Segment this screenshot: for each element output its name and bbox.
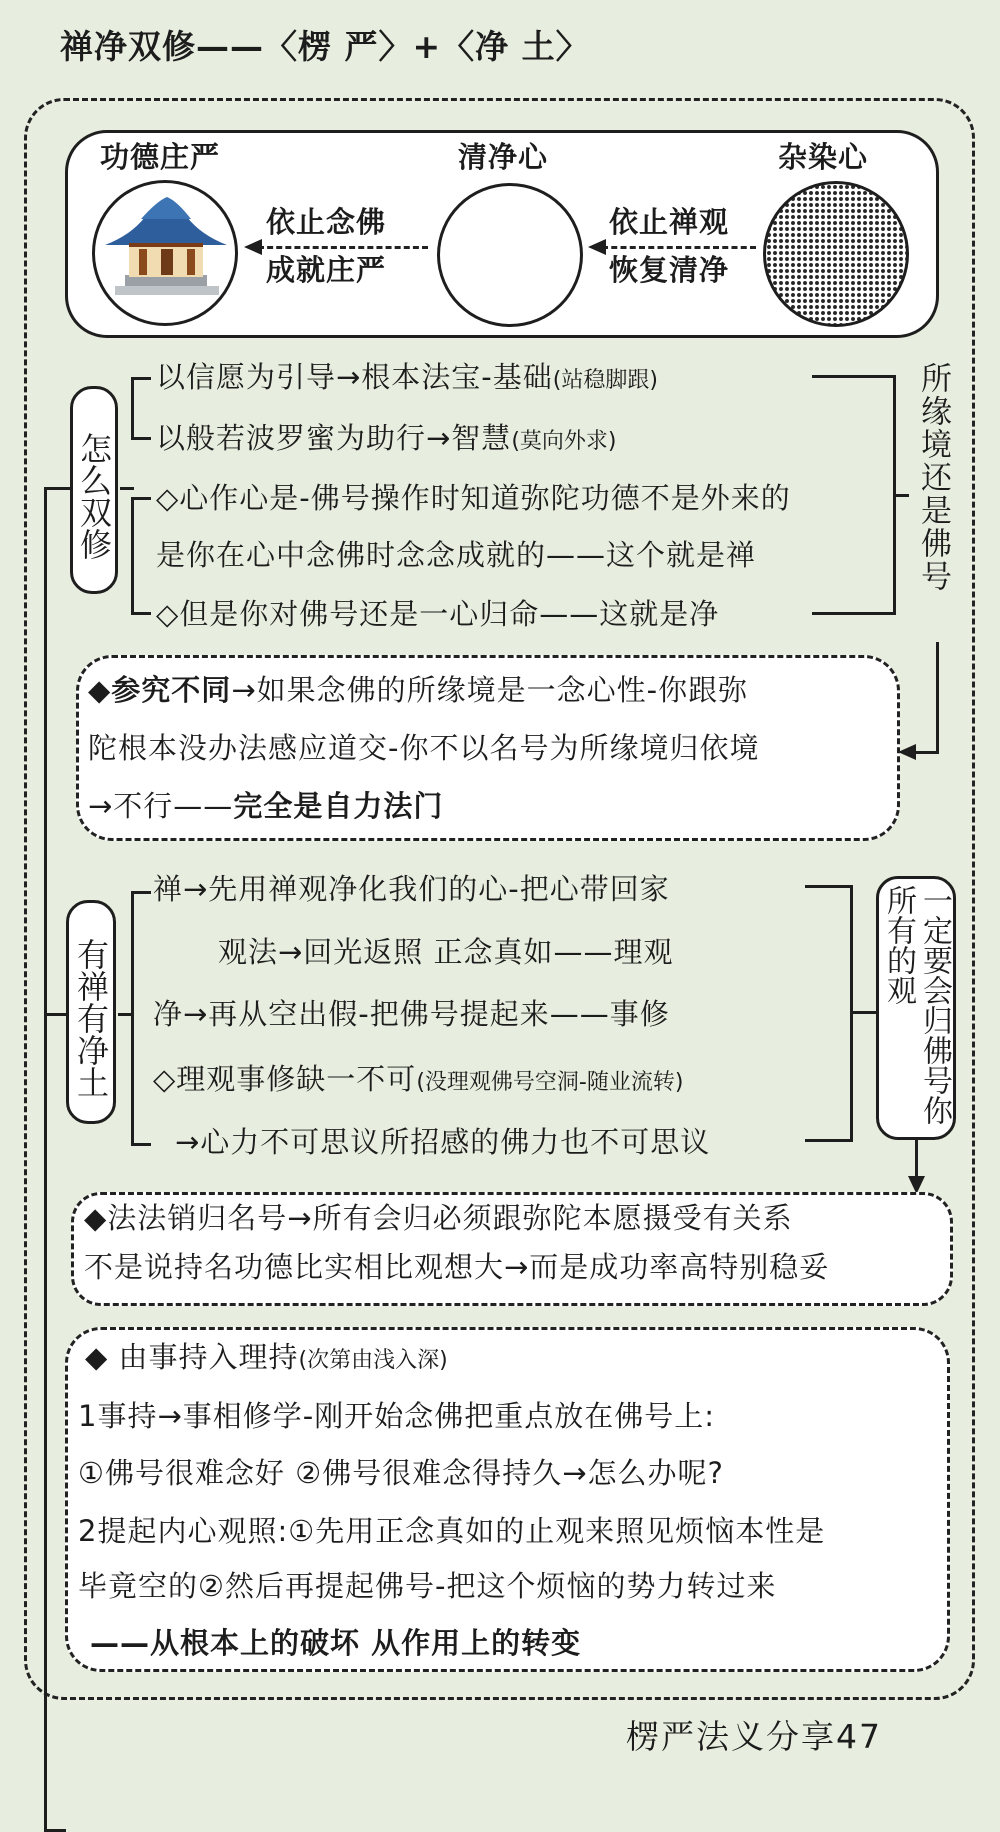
box3-line-3: 2提起内心观照:①先用正念真如的止观来照见烦恼本性是 xyxy=(78,1514,826,1548)
arrow-left-text-2: 成就庄严 xyxy=(266,253,387,287)
s2-side-note-col2: 你所有的观 xyxy=(881,885,952,1125)
arrowhead-left-icon-3 xyxy=(898,743,916,761)
section2-label: 有禅有净土 xyxy=(72,938,110,1098)
s1-item-2 xyxy=(156,421,616,459)
label-merit-adornment: 功德庄严 xyxy=(100,140,221,174)
defiled-mind-circle xyxy=(763,181,909,327)
pure-mind-circle xyxy=(437,183,583,327)
box3-heading xyxy=(85,1340,448,1378)
s1-item-2-main: 以般若波罗蜜为助行→智慧 xyxy=(156,421,512,455)
section2-bracket-join xyxy=(118,1013,134,1016)
footer-caption: 楞严法义分享47 xyxy=(626,1717,882,1756)
s1-item-4: 是你在心中念佛时念念成就的——这个就是禅 xyxy=(156,538,757,572)
arrow-right-text-1: 依止禅观 xyxy=(609,205,730,239)
box1-line-3-bold: 完全是自力法门 xyxy=(233,789,444,823)
s2-right-bracket-join xyxy=(850,1011,878,1014)
s2-right-bracket-top xyxy=(805,885,853,888)
s2-item-4-note: (没理观佛号空洞-随业流转) xyxy=(416,1070,684,1095)
arrowhead-left-icon-2 xyxy=(588,238,606,256)
s2-item-5: →心力不可思议所招感的佛力也不可思议 xyxy=(175,1125,711,1159)
box1-line-3 xyxy=(88,789,443,823)
box3-line-2: ①佛号很难念好 ②佛号很难念得持久→怎么办呢? xyxy=(78,1456,724,1490)
s2-item-4-main: ◇理观事修缺一不可 xyxy=(153,1062,417,1096)
box3-line-5: ——从根本上的破坏 从作用上的转变 xyxy=(90,1626,582,1660)
s1-item-1 xyxy=(156,360,658,398)
left-spine-line xyxy=(44,487,47,1832)
box3-heading-main: ◆ 由事持入理持 xyxy=(85,1340,299,1374)
spine-connector-1 xyxy=(44,487,70,490)
s2-item-3: 净→再从空出假-把佛号提起来——事修 xyxy=(153,997,670,1031)
label-pure-mind: 清净心 xyxy=(458,140,549,174)
s1-item-1-main: 以信愿为引导→根本法宝-基础 xyxy=(156,360,553,394)
dashed-arrow-left-line xyxy=(258,246,428,249)
s1-item-3: ◇心作心是-佛号操作时知道弥陀功德不是外来的 xyxy=(156,481,791,515)
label-defiled-mind: 杂染心 xyxy=(778,140,869,174)
s1-side-note: 所缘境还是佛号 xyxy=(915,362,951,593)
s1-item-2-note: (莫向外求) xyxy=(511,429,617,454)
box3-line-4: 毕竟空的②然后再提起佛号-把这个烦恼的势力转过来 xyxy=(78,1569,777,1603)
section1-bracket-join xyxy=(120,487,134,490)
box1-line-1-bold: ◆参究不同 xyxy=(88,673,232,707)
section2-label-box xyxy=(66,900,116,1124)
section1-bracket-a-top xyxy=(131,377,151,380)
s1-item-5: ◇但是你对佛号还是一心归命——这就是净 xyxy=(156,597,720,631)
section1-bracket-b-top xyxy=(131,497,151,500)
section1-label: 怎么双修 xyxy=(75,432,113,560)
section2-side-note-box xyxy=(876,876,956,1140)
s2-side-note-col1: 一定要会归佛号 xyxy=(917,885,952,1095)
box2-line-1: ◆法法销归名号→所有会归必须跟弥陀本愿摄受有关系 xyxy=(84,1201,793,1235)
dashed-arrow-right-line xyxy=(602,246,756,249)
box3-heading-note: (次第由浅入深) xyxy=(298,1348,448,1373)
section1-bracket-b-bottom xyxy=(131,612,151,615)
section2-bracket-bottom xyxy=(131,1143,151,1146)
section1-bracket-b xyxy=(131,497,134,615)
box1-line-3-prefix: →不行—— xyxy=(88,789,234,823)
s1-side-arrow-vertical xyxy=(936,642,939,754)
box1-line-1-rest: →如果念佛的所缘境是一念心性-你跟弥 xyxy=(231,673,749,707)
s1-right-bracket-bottom xyxy=(812,612,896,615)
section2-side-note xyxy=(880,885,952,1135)
s1-item-1-note: (站稳脚跟) xyxy=(552,368,658,393)
section2-bracket-top xyxy=(131,891,151,894)
s1-side-arrow-horizontal xyxy=(912,751,939,754)
s2-item-1: 禅→先用禅观净化我们的心-把心带回家 xyxy=(153,872,670,906)
section1-bracket-a xyxy=(131,377,134,440)
section1-label-box xyxy=(70,386,118,594)
box1-line-1 xyxy=(88,673,748,707)
box3-line-1: 1事持→事相修学-刚开始念佛把重点放在佛号上: xyxy=(78,1399,715,1433)
s1-right-bracket-join xyxy=(893,494,909,497)
arrowhead-left-icon xyxy=(244,238,262,256)
box1-line-2: 陀根本没办法感应道交-你不以名号为所缘境归依境 xyxy=(88,731,760,765)
arrow-right-text-2: 恢复清净 xyxy=(609,253,730,287)
page-title: 禅净双修——〈楞 严〉+〈净 土〉 xyxy=(60,27,590,66)
arrow-left-text-1: 依止念佛 xyxy=(266,205,387,239)
s2-right-bracket-bottom xyxy=(805,1139,853,1142)
dashed-box-3 xyxy=(65,1327,950,1672)
box2-line-2: 不是说持名功德比实相比观想大→而是成功率高特别稳妥 xyxy=(84,1250,830,1284)
s1-right-bracket-top xyxy=(812,375,896,378)
temple-icon xyxy=(95,183,235,323)
section2-bracket xyxy=(131,891,134,1146)
merit-circle xyxy=(92,180,238,326)
section1-bracket-a-bottom xyxy=(131,437,151,440)
s2-item-4 xyxy=(153,1062,683,1100)
s2-item-2: 观法→回光返照 正念真如——理观 xyxy=(218,935,674,969)
